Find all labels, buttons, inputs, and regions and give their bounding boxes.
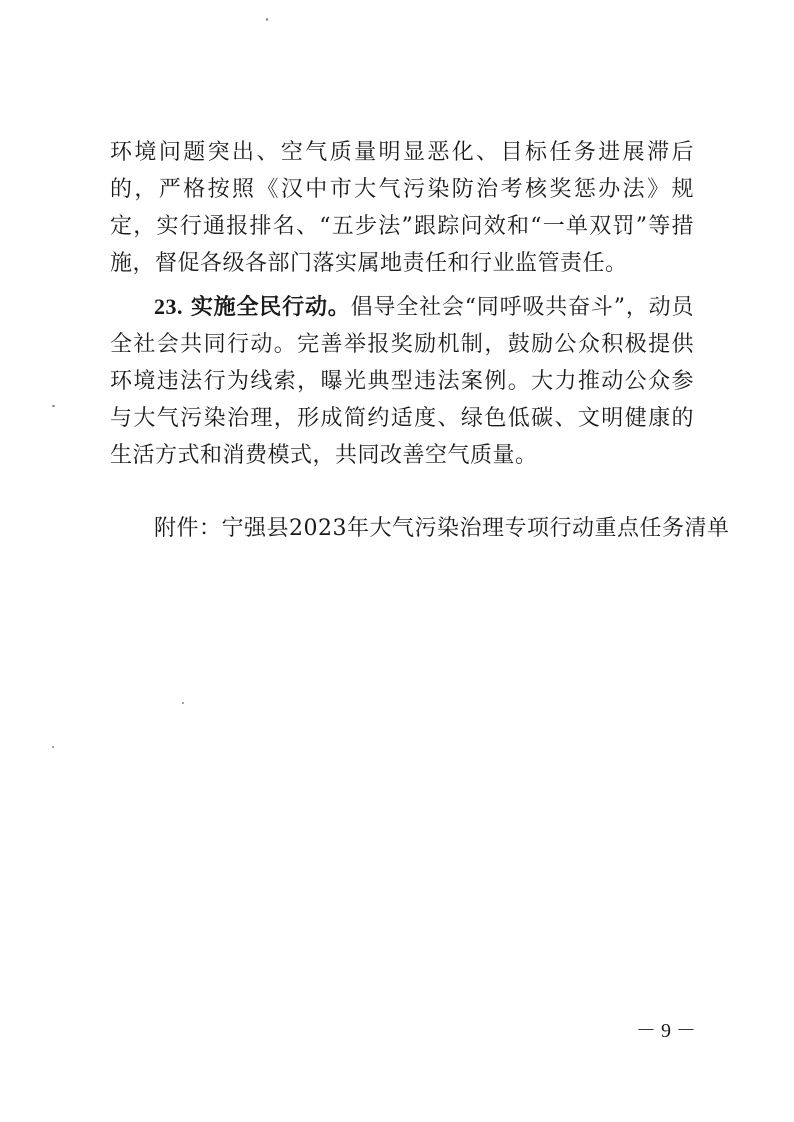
section-number: 23. <box>154 294 183 319</box>
page-number: － 9 － <box>636 1020 696 1042</box>
scan-speck <box>52 746 54 748</box>
scan-speck <box>52 405 55 407</box>
section-23-paragraph <box>110 288 694 474</box>
attachment-title[interactable]: 宁强县2023年大气污染治理专项行动重点任务清单 <box>221 516 730 541</box>
attachment-line <box>154 510 730 547</box>
paragraph-continued: 环境问题突出、空气质量明显恶化、目标任务进展滞后的，严格按照《汉中市大气污染防治考核奖惩办法》规定，实行通报排名、“五步法”跟踪问效和“一单双罚”等措施，督促各级各部门落实属地责任和行业监管责任。 <box>110 140 694 276</box>
scan-speck <box>182 702 184 704</box>
section-heading: 实施全民行动。 <box>190 294 351 320</box>
section-text: 倡导全社会“同呼吸共奋斗”，动员全社会共同行动。完善举报奖励机制，鼓励公众积极提供环境违法行为线索，曝光典型违法案例。大力推动公众参与大气污染治理，形成简约适度、绿色低碳、文明健康的生活方式和消费模式，共同改善空气质量。 <box>110 295 694 468</box>
scan-speck <box>266 18 268 21</box>
attachment-label: 附件： <box>154 516 222 541</box>
